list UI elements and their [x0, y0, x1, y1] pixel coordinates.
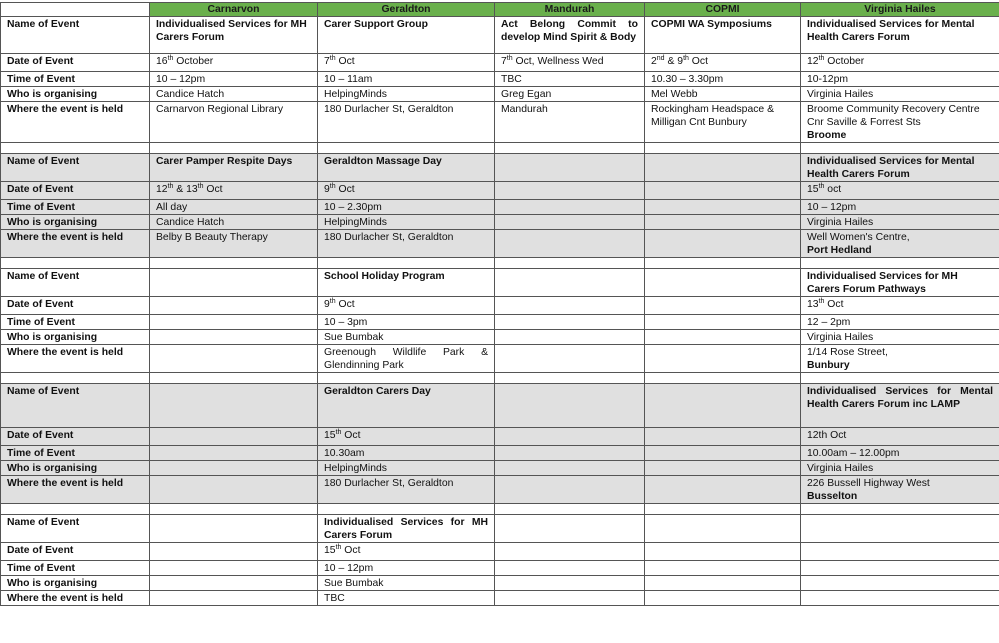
cell-time [495, 200, 645, 215]
venue-text: 180 Durlacher St, Geraldton [324, 478, 454, 489]
event-row-org [1, 215, 999, 230]
cell-date [495, 428, 645, 446]
row-label-org: Who is organising [1, 576, 150, 591]
cell-where [318, 591, 495, 606]
row-label-name: Name of Event [1, 384, 150, 428]
cell-time: All day [150, 200, 318, 215]
cell-org [150, 330, 318, 345]
cell-org [495, 215, 645, 230]
row-label-org: Who is organising [1, 215, 150, 230]
row-label-name: Name of Event [1, 515, 150, 543]
date-month: Oct [203, 184, 223, 195]
date-suffix-2: th [197, 183, 204, 190]
date-rest: Oct [335, 184, 355, 195]
date-day: 12 [156, 184, 168, 195]
event-row-where [1, 476, 999, 504]
events-body [1, 17, 999, 606]
cell-org [150, 576, 318, 591]
cell-where [318, 230, 495, 258]
row-label-time: Time of Event [1, 446, 150, 461]
spacer-cell [495, 504, 645, 515]
cell-where [801, 345, 999, 373]
event-row-name [1, 154, 999, 182]
cell-where [318, 102, 495, 143]
cell-time: 10-12pm [801, 72, 999, 87]
event-row-where [1, 102, 999, 143]
header-row [1, 3, 999, 17]
cell-date [318, 297, 495, 315]
date-suffix: th [818, 183, 825, 190]
cell-where [801, 476, 999, 504]
date-rest: Oct [341, 430, 361, 441]
event-row-time [1, 446, 999, 461]
spacer-cell [801, 143, 999, 154]
cell-name [645, 384, 801, 428]
event-row-date [1, 543, 999, 561]
venue-town: Port Hedland [807, 245, 872, 256]
cell-date [318, 54, 495, 72]
cell-where [495, 102, 645, 143]
cell-org [495, 330, 645, 345]
cell-org: Virginia Hailes [801, 215, 999, 230]
spacer-cell [645, 258, 801, 269]
row-label-date: Date of Event [1, 297, 150, 315]
cell-where [645, 476, 801, 504]
cell-org: Mel Webb [645, 87, 801, 102]
cell-name: Carer Pamper Respite Days [150, 154, 318, 182]
cell-name [645, 269, 801, 297]
date-day: 15 [324, 430, 336, 441]
cell-time: 10.30am [318, 446, 495, 461]
cell-time [645, 561, 801, 576]
cell-name [150, 269, 318, 297]
date-suffix: th [329, 298, 336, 305]
cell-name [645, 154, 801, 182]
cell-where [801, 591, 999, 606]
spacer-cell [1, 143, 150, 154]
cell-date [645, 54, 801, 72]
row-label-time: Time of Event [1, 315, 150, 330]
spacer-cell [318, 258, 495, 269]
event-row-date [1, 54, 999, 72]
cell-org: Candice Hatch [150, 87, 318, 102]
cell-name [495, 384, 645, 428]
venue-town: Bunbury [807, 360, 850, 371]
cell-org [150, 461, 318, 476]
event-row-where [1, 230, 999, 258]
spacer-cell [1, 258, 150, 269]
cell-name: Individualised Services for MH Carers Forum [150, 17, 318, 54]
cell-where [150, 345, 318, 373]
date-suffix: th [818, 298, 825, 305]
cell-time: 10.30 – 3.30pm [645, 72, 801, 87]
cell-org: Greg Egan [495, 87, 645, 102]
row-label-name: Name of Event [1, 154, 150, 182]
date-suffix-2: th [683, 55, 689, 62]
spacer-cell [495, 258, 645, 269]
venue-text: 1/14 Rose Street, [807, 347, 888, 358]
cell-date [645, 297, 801, 315]
cell-where [495, 345, 645, 373]
date-day: 9 [324, 184, 330, 195]
cell-org: Virginia Hailes [801, 461, 999, 476]
cell-time [150, 446, 318, 461]
cell-name: Geraldton Massage Day [318, 154, 495, 182]
date-day: 7 [501, 56, 507, 67]
header-corner [1, 3, 150, 17]
row-label-where: Where the event is held [1, 476, 150, 504]
cell-time: 10 – 3pm [318, 315, 495, 330]
spacer-cell [645, 373, 801, 384]
date-day: 15 [324, 545, 336, 556]
cell-time: 12 – 2pm [801, 315, 999, 330]
column-header-carnarvon: Carnarvon [150, 3, 318, 17]
cell-org [495, 576, 645, 591]
row-label-time: Time of Event [1, 72, 150, 87]
cell-time [645, 446, 801, 461]
cell-org [645, 330, 801, 345]
event-row-time [1, 200, 999, 215]
event-row-time [1, 561, 999, 576]
cell-name [150, 384, 318, 428]
event-row-date [1, 428, 999, 446]
cell-date [801, 297, 999, 315]
cell-time: 10.00am – 12.00pm [801, 446, 999, 461]
row-label-time: Time of Event [1, 200, 150, 215]
cell-time [495, 446, 645, 461]
cell-date [495, 297, 645, 315]
spacer-cell [801, 373, 999, 384]
cell-time: TBC [495, 72, 645, 87]
row-label-name: Name of Event [1, 17, 150, 54]
events-table [0, 2, 999, 606]
event-row-name [1, 269, 999, 297]
cell-name: School Holiday Program [318, 269, 495, 297]
cell-time [150, 561, 318, 576]
cell-date [801, 54, 999, 72]
date-day: 16 [156, 56, 168, 67]
spacer-cell [801, 258, 999, 269]
cell-org: Sue Bumbak [318, 576, 495, 591]
cell-date [801, 543, 999, 561]
event-row-org [1, 576, 999, 591]
cell-org: Candice Hatch [150, 215, 318, 230]
venue-text: Mandurah [501, 104, 548, 115]
cell-org: Sue Bumbak [318, 330, 495, 345]
cell-date [318, 182, 495, 200]
column-header-mandurah: Mandurah [495, 3, 645, 17]
event-row-where [1, 345, 999, 373]
cell-time: 10 – 12pm [318, 561, 495, 576]
venue-text: 180 Durlacher St, Geraldton [324, 232, 454, 243]
cell-where [150, 102, 318, 143]
cell-date [645, 543, 801, 561]
row-label-where: Where the event is held [1, 591, 150, 606]
cell-org: Virginia Hailes [801, 330, 999, 345]
cell-date [645, 428, 801, 446]
spacer-row [1, 504, 999, 515]
cell-where [150, 591, 318, 606]
cell-date [495, 54, 645, 72]
date-rest: Oct, Wellness Wed [512, 56, 604, 67]
cell-org: HelpingMinds [318, 215, 495, 230]
spacer-cell [150, 258, 318, 269]
cell-where [318, 476, 495, 504]
spacer-row [1, 143, 999, 154]
cell-time: 10 – 11am [318, 72, 495, 87]
cell-name: Individualised Services for Mental Health Carers Forum [801, 154, 999, 182]
event-row-org [1, 461, 999, 476]
date-rest: October [824, 56, 865, 67]
cell-name [495, 154, 645, 182]
date-rest: Oct [824, 299, 844, 310]
cell-where [645, 345, 801, 373]
venue-text: 180 Durlacher St, Geraldton [324, 104, 454, 115]
spacer-row [1, 258, 999, 269]
date-day: 7 [324, 56, 330, 67]
cell-date [150, 182, 318, 200]
cell-where [150, 476, 318, 504]
event-row-date [1, 297, 999, 315]
date-day: 12 [807, 56, 819, 67]
date-rest: Oct [335, 56, 355, 67]
venue-town: Broome [807, 130, 847, 141]
cell-org [645, 461, 801, 476]
cell-where [645, 102, 801, 143]
row-label-date: Date of Event [1, 54, 150, 72]
date-rest: Oct [341, 545, 361, 556]
date-month: Oct [688, 56, 708, 67]
date-suffix: th [335, 429, 342, 436]
date-suffix: nd [656, 55, 665, 62]
cell-where [801, 102, 999, 143]
cell-date [318, 428, 495, 446]
row-label-org: Who is organising [1, 461, 150, 476]
venue-text: Rockingham Headspace & Milligan Cnt Bunbury [651, 104, 775, 128]
cell-name [150, 515, 318, 543]
venue-text: Belby B Beauty Therapy [156, 232, 268, 243]
cell-name: COPMI WA Symposiums [645, 17, 801, 54]
event-row-org [1, 330, 999, 345]
row-label-date: Date of Event [1, 182, 150, 200]
cell-org [495, 461, 645, 476]
cell-date [318, 543, 495, 561]
row-label-where: Where the event is held [1, 102, 150, 143]
spacer-cell [150, 143, 318, 154]
cell-name: Geraldton Carers Day [318, 384, 495, 428]
cell-org [645, 215, 801, 230]
venue-text: Carnarvon Regional Library [156, 104, 284, 115]
cell-where [495, 591, 645, 606]
date-suffix: th [329, 55, 336, 62]
date-day: 15 [807, 184, 819, 195]
spacer-cell [645, 143, 801, 154]
venue-text: Well Women's Centre, [807, 232, 910, 243]
date-suffix: th [818, 55, 825, 62]
event-row-where [1, 591, 999, 606]
cell-name [645, 515, 801, 543]
cell-where [801, 230, 999, 258]
spacer-row [1, 373, 999, 384]
cell-where [645, 230, 801, 258]
spacer-cell [495, 143, 645, 154]
cell-name: Individualised Services for MH Carers Forum Pathways [801, 269, 999, 297]
cell-date [801, 182, 999, 200]
cell-time [645, 200, 801, 215]
column-header-geraldton: Geraldton [318, 3, 495, 17]
cell-name: Act Belong Commit to develop Mind Spirit & Body [495, 17, 645, 54]
spacer-cell [318, 373, 495, 384]
cell-name: Individualised Services for Mental Health Carers Forum [801, 17, 999, 54]
date-rest: Oct [335, 299, 355, 310]
spacer-cell [1, 373, 150, 384]
event-row-name [1, 17, 999, 54]
cell-org [801, 576, 999, 591]
cell-time [495, 561, 645, 576]
venue-text: TBC [324, 593, 345, 604]
cell-time: 10 – 2.30pm [318, 200, 495, 215]
cell-org: HelpingMinds [318, 87, 495, 102]
cell-date [150, 543, 318, 561]
cell-date [150, 428, 318, 446]
date-suffix: th [335, 544, 342, 551]
row-label-date: Date of Event [1, 428, 150, 446]
event-row-name [1, 515, 999, 543]
row-label-where: Where the event is held [1, 345, 150, 373]
cell-time: 10 – 12pm [150, 72, 318, 87]
venue-text: Greenough Wildlife Park & Glendinning Park [324, 347, 488, 371]
cell-name [801, 515, 999, 543]
cell-org [645, 576, 801, 591]
cell-org: HelpingMinds [318, 461, 495, 476]
event-row-name [1, 384, 999, 428]
spacer-cell [318, 504, 495, 515]
cell-name [495, 269, 645, 297]
date-rest: & 13 [173, 184, 198, 195]
cell-where [495, 230, 645, 258]
cell-time: 10 – 12pm [801, 200, 999, 215]
row-label-time: Time of Event [1, 561, 150, 576]
date-suffix: th [506, 55, 513, 62]
cell-name: Carer Support Group [318, 17, 495, 54]
cell-date [495, 182, 645, 200]
column-header-copmi: COPMI [645, 3, 801, 17]
cell-date [801, 428, 999, 446]
row-label-org: Who is organising [1, 87, 150, 102]
cell-where [150, 230, 318, 258]
row-label-name: Name of Event [1, 269, 150, 297]
date-day: 2 [651, 56, 657, 67]
spacer-cell [495, 373, 645, 384]
cell-org: Virginia Hailes [801, 87, 999, 102]
cell-name: Individualised Services for Mental Health Carers Forum inc LAMP [801, 384, 999, 428]
cell-name: Individualised Services for MH Carers Forum [318, 515, 495, 543]
date-day: 12th Oct [807, 430, 847, 441]
spacer-cell [150, 504, 318, 515]
cell-time [645, 315, 801, 330]
row-label-date: Date of Event [1, 543, 150, 561]
cell-where [645, 591, 801, 606]
event-row-time [1, 72, 999, 87]
cell-name [495, 515, 645, 543]
date-suffix: th [167, 183, 174, 190]
date-day: 13 [807, 299, 819, 310]
venue-text: Broome Community Recovery Centre Cnr Saville & Forrest Sts [807, 104, 980, 128]
date-rest: & 9 [664, 56, 684, 67]
cell-time [495, 315, 645, 330]
cell-time [801, 561, 999, 576]
venue-town: Busselton [807, 491, 858, 502]
row-label-where: Where the event is held [1, 230, 150, 258]
event-row-org [1, 87, 999, 102]
cell-where [318, 345, 495, 373]
spacer-cell [801, 504, 999, 515]
spacer-cell [645, 504, 801, 515]
date-suffix: th [329, 183, 336, 190]
date-rest: October [173, 56, 214, 67]
spacer-cell [318, 143, 495, 154]
cell-date [150, 297, 318, 315]
date-day: 9 [324, 299, 330, 310]
cell-date [645, 182, 801, 200]
spacer-cell [1, 504, 150, 515]
cell-date [495, 543, 645, 561]
row-label-org: Who is organising [1, 330, 150, 345]
event-row-time [1, 315, 999, 330]
event-row-date [1, 182, 999, 200]
venue-text: 226 Bussell Highway West [807, 478, 930, 489]
spacer-cell [150, 373, 318, 384]
cell-date [150, 54, 318, 72]
cell-where [495, 476, 645, 504]
date-suffix: th [167, 55, 174, 62]
date-rest: oct [824, 184, 842, 195]
column-header-virginia-hailes: Virginia Hailes [801, 3, 999, 17]
cell-time [150, 315, 318, 330]
